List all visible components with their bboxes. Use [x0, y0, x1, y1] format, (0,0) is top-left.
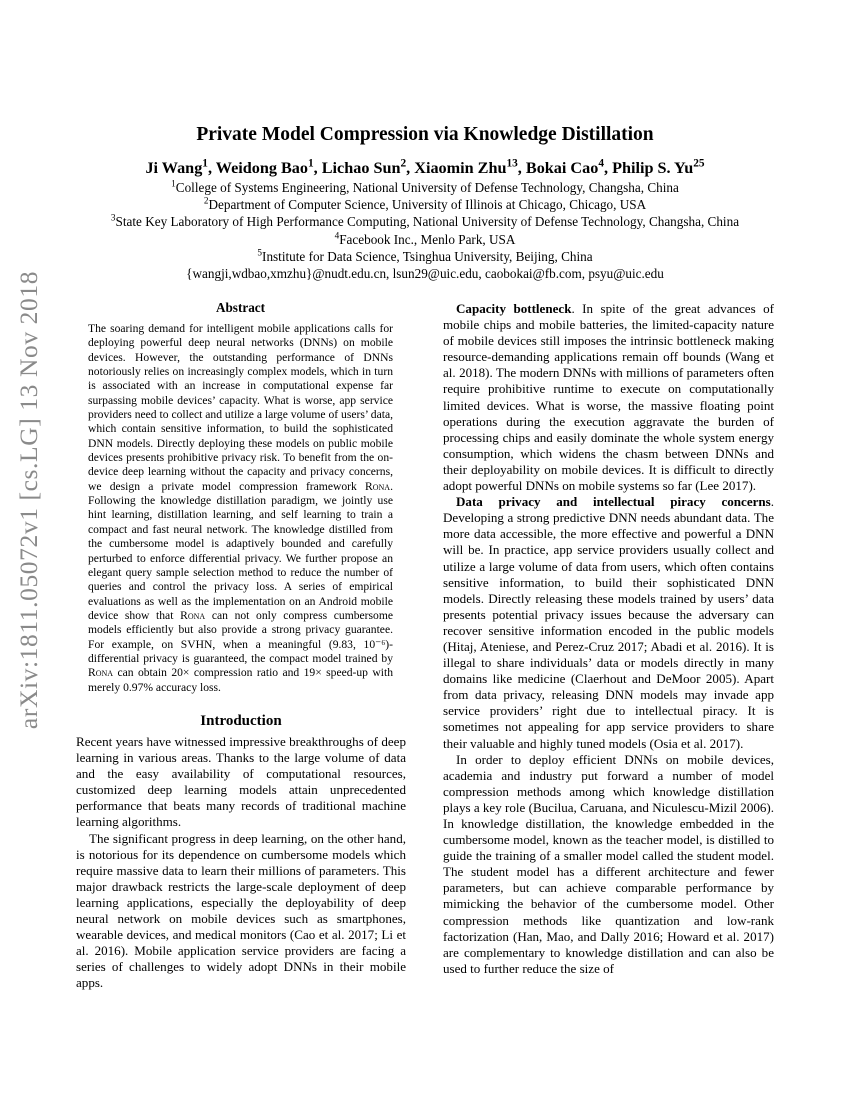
arxiv-sidebar-stamp — [4, 270, 54, 730]
author: Ji Wang$^1$ — [145, 157, 208, 177]
author: Weidong Bao$^1$ — [215, 157, 314, 177]
intro-paragraph: The significant progress in deep learning, on the other hand, is notorious for its dependence on cumbersome models which require massive data to learn their millions of parameters. This major drawback restricts the large-scale deployment of deep learning applications, especially the deployability of deep neural network on mobile devices such as smartphones, wearable devices, and medical monitors (Cao et al. 2017; Li et al. 2016). Mobile application service providers are facing a series of challenges to widely adopt DNNs in their mobile apps. — [76, 830, 406, 991]
affiliation: $^2$Department of Computer Science, University of Illinois at Chicago, Chicago, USA — [203, 195, 647, 213]
abstract-section — [88, 300, 393, 695]
affiliation: $^3$State Key Laboratory of High Performance Computing, National University of Defense Technology, Changsha, China — [110, 213, 740, 230]
abstract-heading: Abstract — [215, 300, 266, 315]
paper-title: Private Model Compression via Knowledge Distillation — [196, 124, 654, 145]
introduction-section — [76, 713, 406, 992]
author: Philip S. Yu$^{25}$ — [612, 157, 705, 177]
author: Lichao Sun$^2$ — [321, 157, 407, 177]
author: Xiaomin Zhu$^{13}$ — [414, 157, 518, 177]
distillation-paragraph: In order to deploy efficient DNNs on mobile devices, academia and industry put forward a number of model compression methods among which knowledge distillation plays a key role (Bucilua, Caruana, and Niculescu-Mizil 2006). In knowledge distillation, the knowledge embedded in the cumbersome model, known as the teacher model, is distilled to guide the training of a smaller model called the student model. The student model has a different architecture and fewer parameters, but can achieve comparable performance by mimicking the behavior of the cumbersome model. Other compression methods like quantization and low-rank factorization (Han, Mao, and Dally 2016; Howard et al. 2017) are complementary to knowledge distillation and can also be used to further reduce the size of — [443, 751, 774, 976]
author-list: Ji Wang$^1$, Weidong Bao$^1$, Lichao Sun$^2$, Xiaomin Zhu$^{13}$, Bokai Cao$^4$, Philip S. Yu$^{25}$ — [145, 157, 705, 177]
right-column — [443, 301, 774, 977]
privacy-paragraph: Data privacy and intellectual piracy concerns. Developing a strong predictive DNN needs abundant data. The more data accessible, the more effective and powerful a DNN will be. In practice, app service providers usually collect and utilize a large volume of data from users, which often contains sensitive information, to build their sophisticated DNN models. Directly releasing these models trained by users’ data presents potential privacy issues because the adversary can recover sensitive information encoded in the public models (Hitaj, Ateniese, and Perez-Cruz 2017; Abadi et al. 2016). It is illegal to share individuals’ data or models directly in many domains like medicine (Claerhout and DeMoor 2005). Apart from data privacy, releasing DNN models may invade app service providers’ right due to intellectual piracy. It is sometimes not appealing for app service providers to share their valuable and highly tuned models (Osia et al. 2017). — [443, 494, 774, 751]
affiliation: $^1$College of Systems Engineering, National University of Defense Technology, Changsha, China — [171, 178, 679, 195]
affiliation-list — [0, 179, 850, 282]
introduction-heading: Introduction — [200, 713, 282, 729]
affiliation: $^5$Institute for Data Science, Tsinghua University, Beijing, China — [257, 247, 593, 264]
author-emails: {wangji,wdbao,xmzhu}@nudt.edu.cn, lsun29@uic.edu, caobokai@fb.com, psyu@uic.edu — [186, 266, 664, 282]
arxiv-identifier: arXiv:1811.05072v1 [cs.LG] 13 Nov 2018 — [14, 270, 43, 730]
intro-paragraph: Recent years have witnessed impressive breakthroughs of deep learning in various areas. Thanks to the large volume of data and the easy availability of computational resources, customized deep learning models attain unprecedented performance that beats many records of traditional machine learning algorithms. — [76, 734, 406, 830]
abstract-text: The soaring demand for intelligent mobile applications calls for deploying powerful deep neural networks (DNNs) on mobile devices. However, the outstanding performance of DNNs notoriously relies on increasingly complex models, which in turn is associated with an increase in computational expense far surpassing mobile devices’ capacity. What is worse, app service providers need to collect and utilize a large volume of users’ data, which contain sensitive information, to build the sophisticated DNN models. Directly deploying these models on public mobile devices presents prohibitive privacy risk. To benefit from the on-device deep learning without the capacity and privacy concerns, we design a private model compression framework Rona. Following the knowledge distillation paradigm, we jointly use hint learning, distillation learning, and self learning to train a compact and fast neural network. The knowledge distilled from the cumbersome model is adaptively bounded and carefully perturbed to enforce differential privacy. We further propose an elegant query sample selection method to reduce the number of queries and control the privacy loss. A series of empirical evaluations as well as the implementation on an Android mobile device show that Rona can not only compress cumbersome models efficiently but also provide a strong privacy guarantee. For example, on SVHN, when a meaningful (9.83, 10⁻⁶)-differential privacy is guaranteed, the compact model trained by Rona can obtain 20× compression ratio and 19× speed-up with merely 0.97% accuracy loss. — [88, 322, 393, 694]
capacity-paragraph: Capacity bottleneck. In spite of the great advances of mobile chips and mobile batteries, the limited-capacity nature of mobile devices still imposes the intrinsic bottleneck making resource-demanding applications remain off bounds (Wang et al. 2018). The modern DNNs with millions of parameters often require prohibitive runtime to execute on computationally limited devices. What is worse, the massive floating point operations during the execution aggravate the burden of processing chips and easily dominate the whole system energy consumption, which widens the chasm between DNNs and their deployability on mobile devices. It is difficult to directly adopt powerful DNNs on mobile systems so far (Lee 2017). — [443, 301, 774, 494]
author: Bokai Cao$^4$ — [525, 157, 604, 177]
affiliation: $^4$Facebook Inc., Menlo Park, USA — [334, 230, 516, 247]
